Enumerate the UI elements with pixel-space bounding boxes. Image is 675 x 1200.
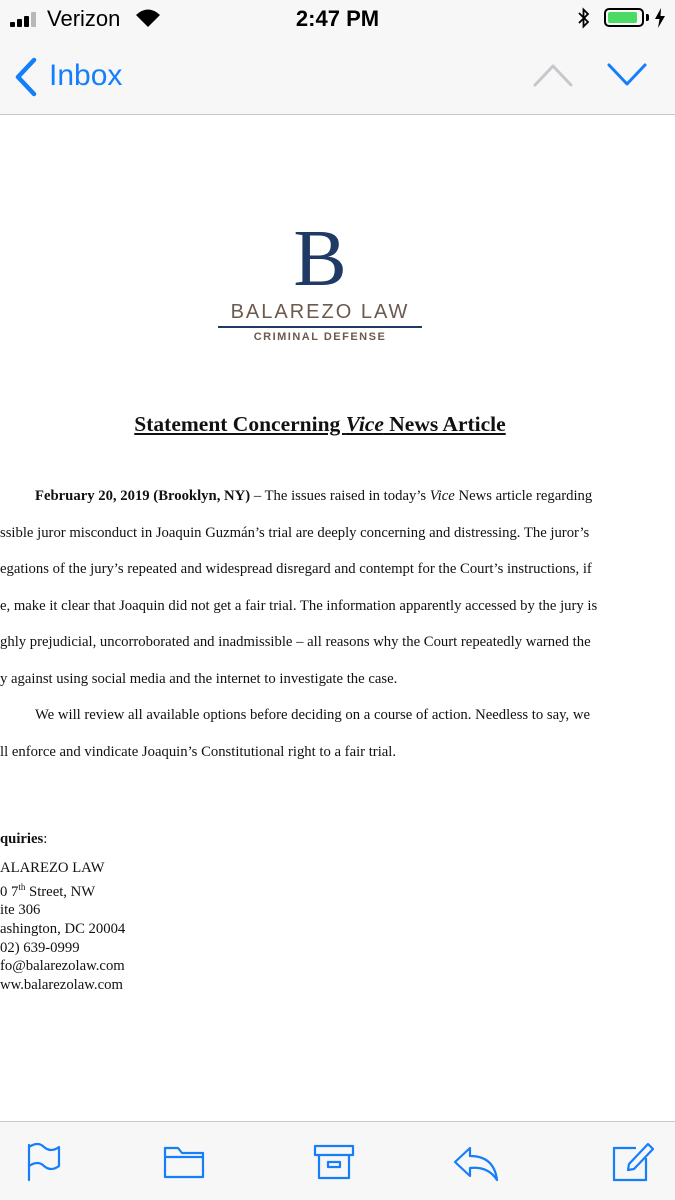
archive-button[interactable] bbox=[312, 1140, 356, 1184]
contact-phone: 02) 639-0999 bbox=[0, 939, 80, 956]
svg-text:B: B bbox=[293, 223, 347, 291]
firm-tagline: CRIMINAL DEFENSE bbox=[253, 331, 387, 343]
flag-button[interactable] bbox=[22, 1140, 66, 1184]
paragraph-line: ssible juror misconduct in Joaquin Guzmán’s trial are deeply concerning and distressing. The juror’s bbox=[0, 524, 590, 541]
paragraph-line: ll enforce and vindicate Joaquin’s Constitutional right to a fair trial. bbox=[0, 743, 397, 760]
contact-block bbox=[0, 859, 125, 995]
contact-suite: ite 306 bbox=[0, 902, 41, 919]
logo-divider bbox=[218, 326, 422, 328]
paragraph-line: February 20, 2019 (Brooklyn, NY) – The issues raised in today’s Vice News article regarding bbox=[35, 488, 593, 504]
statement-body bbox=[0, 478, 675, 770]
battery-tip bbox=[646, 14, 649, 21]
contact-firm-name: ALAREZO LAW bbox=[0, 860, 105, 876]
next-message-chevron-down-icon[interactable] bbox=[606, 62, 648, 88]
inquiries-heading: quiries: bbox=[0, 831, 48, 847]
bluetooth-icon bbox=[577, 7, 591, 29]
charging-bolt-icon bbox=[654, 8, 666, 28]
reply-arrow-icon bbox=[452, 1140, 500, 1184]
status-bar bbox=[0, 0, 675, 38]
reply-button[interactable] bbox=[452, 1140, 496, 1184]
contact-city: ashington, DC 20004 bbox=[0, 921, 126, 937]
folder-icon bbox=[161, 1140, 207, 1184]
battery-icon bbox=[604, 8, 644, 27]
battery-level bbox=[608, 12, 637, 23]
contact-email: fo@balarezolaw.com bbox=[0, 958, 125, 975]
move-to-folder-button[interactable] bbox=[161, 1140, 205, 1184]
firm-name: BALAREZO LAW bbox=[230, 301, 410, 323]
contact-website: ww.balarezolaw.com bbox=[0, 977, 123, 994]
email-attachment-document bbox=[0, 115, 675, 1121]
contact-street: 0 7th Street, NW bbox=[0, 881, 96, 900]
document-title: Statement Concerning Vice News Article bbox=[134, 412, 506, 436]
paragraph-line: egations of the jury’s repeated and widespread disregard and contempt for the Court’s instructions, if bbox=[0, 561, 592, 577]
dateline: February 20, 2019 (Brooklyn, NY) bbox=[35, 488, 251, 504]
paragraph-line: We will review all available options before deciding on a course of action. Needless to say, we bbox=[35, 707, 590, 723]
previous-message-chevron-up-icon[interactable] bbox=[532, 62, 574, 88]
archive-box-icon bbox=[312, 1140, 356, 1184]
paragraph-line: y against using social media and the internet to investigate the case. bbox=[0, 670, 398, 687]
carrier-name: Verizon bbox=[47, 6, 121, 31]
navigation-bar bbox=[0, 38, 675, 115]
flag-icon bbox=[22, 1140, 66, 1184]
paragraph-line: ghly prejudicial, uncorroborated and inadmissible – all reasons why the Court repeatedly warned the bbox=[0, 634, 591, 650]
status-time: 2:47 PM bbox=[295, 6, 380, 31]
chevron-left-icon bbox=[12, 57, 38, 97]
compose-icon bbox=[610, 1140, 656, 1184]
paragraph-line: e, make it clear that Joaquin did not get a fair trial. The information apparently accessed by the jury is bbox=[0, 597, 598, 614]
compose-button[interactable] bbox=[610, 1140, 654, 1184]
mail-toolbar bbox=[0, 1121, 675, 1200]
balarezo-law-logo-mark bbox=[285, 223, 355, 291]
back-label: Inbox bbox=[49, 59, 123, 92]
